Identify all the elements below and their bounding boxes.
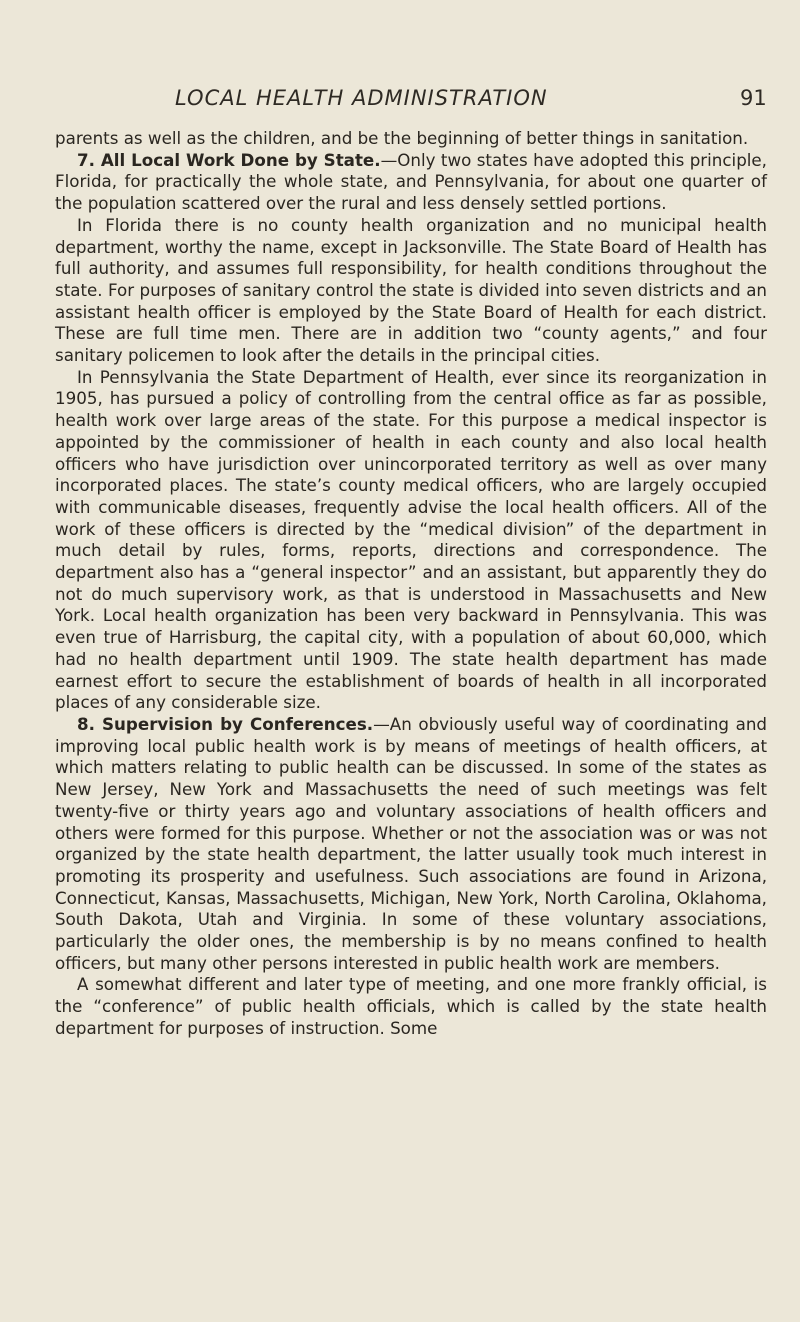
section-heading: 7. All Local Work Done by State. bbox=[77, 149, 381, 170]
paragraph bbox=[55, 150, 767, 215]
paragraph bbox=[55, 128, 767, 150]
page-number: 91 bbox=[740, 86, 767, 110]
paragraph-text: parents as well as the children, and be the beginning of better things in sanitation. bbox=[55, 128, 749, 148]
running-title: LOCAL HEALTH ADMINISTRATION bbox=[175, 86, 548, 110]
paragraph-text: —An obviously useful way of coordinating and improving local public health work is by means of meetings of health officers, at which matters relating to public health can be discussed. In some of the states as New Jersey, New York and Massachusetts the need of such meetings was felt twenty-five or thirty years ago and voluntary associations of health officers and others were formed for this purpose. Whether or not the association was or was not organized by the state health department, the latter usually took much interest in promoting its prosperity and usefulness. Such associations are found in Arizona, Connecticut, Kansas, Massachusetts, Michigan, New York, North Carolina, Oklahoma, South Dakota, Utah and Virginia. In some of these voluntary associations, particularly the older ones, the membership is by no means confined to health officers, but many other persons interested in public health work are members. bbox=[55, 713, 767, 973]
body-text bbox=[55, 128, 767, 1040]
paragraph-text: A somewhat different and later type of meeting, and one more frankly official, is the “conference” of public health officials, which is called by the state health department for purposes of instruction. Some bbox=[55, 974, 767, 1038]
paragraph bbox=[55, 974, 767, 1039]
paragraph bbox=[55, 215, 767, 367]
paragraph bbox=[55, 367, 767, 714]
paragraph-text: In Florida there is no county health organization and no municipal health department, worthy the name, except in Jacksonville. The State Board of Health has full authority, and assumes full responsibility, for health conditions throughout the state. For purposes of sanitary control the state is divided into seven districts and an assistant health officer is employed by the State Board of Health for each district. These are full time men. There are in addition two “county agents,” and four sanitary policemen to look after the details in the principal cities. bbox=[55, 214, 767, 366]
section-heading: 8. Supervision by Conferences. bbox=[77, 713, 374, 734]
paragraph bbox=[55, 714, 767, 974]
paragraph-text: In Pennsylvania the State Department of Health, ever since its reorganization in 1905, has pursued a policy of controlling from the central office as far as possible, health work over large areas of the state. For this purpose a medical inspector is appointed by the commissioner of health in each county and also local health officers who have jurisdiction over unincorporated territory as well as over many incorporated places. The state’s county medical officers, who are largely occupied with communicable diseases, frequently advise the local health officers. All of the work of these officers is directed by the “medical division” of the department in much detail by rules, forms, reports, directions and correspondence. The department also has a “general inspector” and an assistant, but apparently they do not do much supervisory work, as that is understood in Massachusetts and New York. Local health organization has been very backward in Pennsylvania. This was even true of Harrisburg, the capital city, with a population of about 60,000, which had no health department until 1909. The state health department has made earnest effort to secure the establishment of boards of health in all incorporated places of any considerable size. bbox=[55, 366, 767, 713]
paragraph-text: —Only two states have adopted this principle, Florida, for practically the whole state, and Pennsylvania, for about one quarter of the population scattered over the rural and less densely settled portions. bbox=[55, 149, 767, 214]
page-header bbox=[0, 86, 800, 116]
